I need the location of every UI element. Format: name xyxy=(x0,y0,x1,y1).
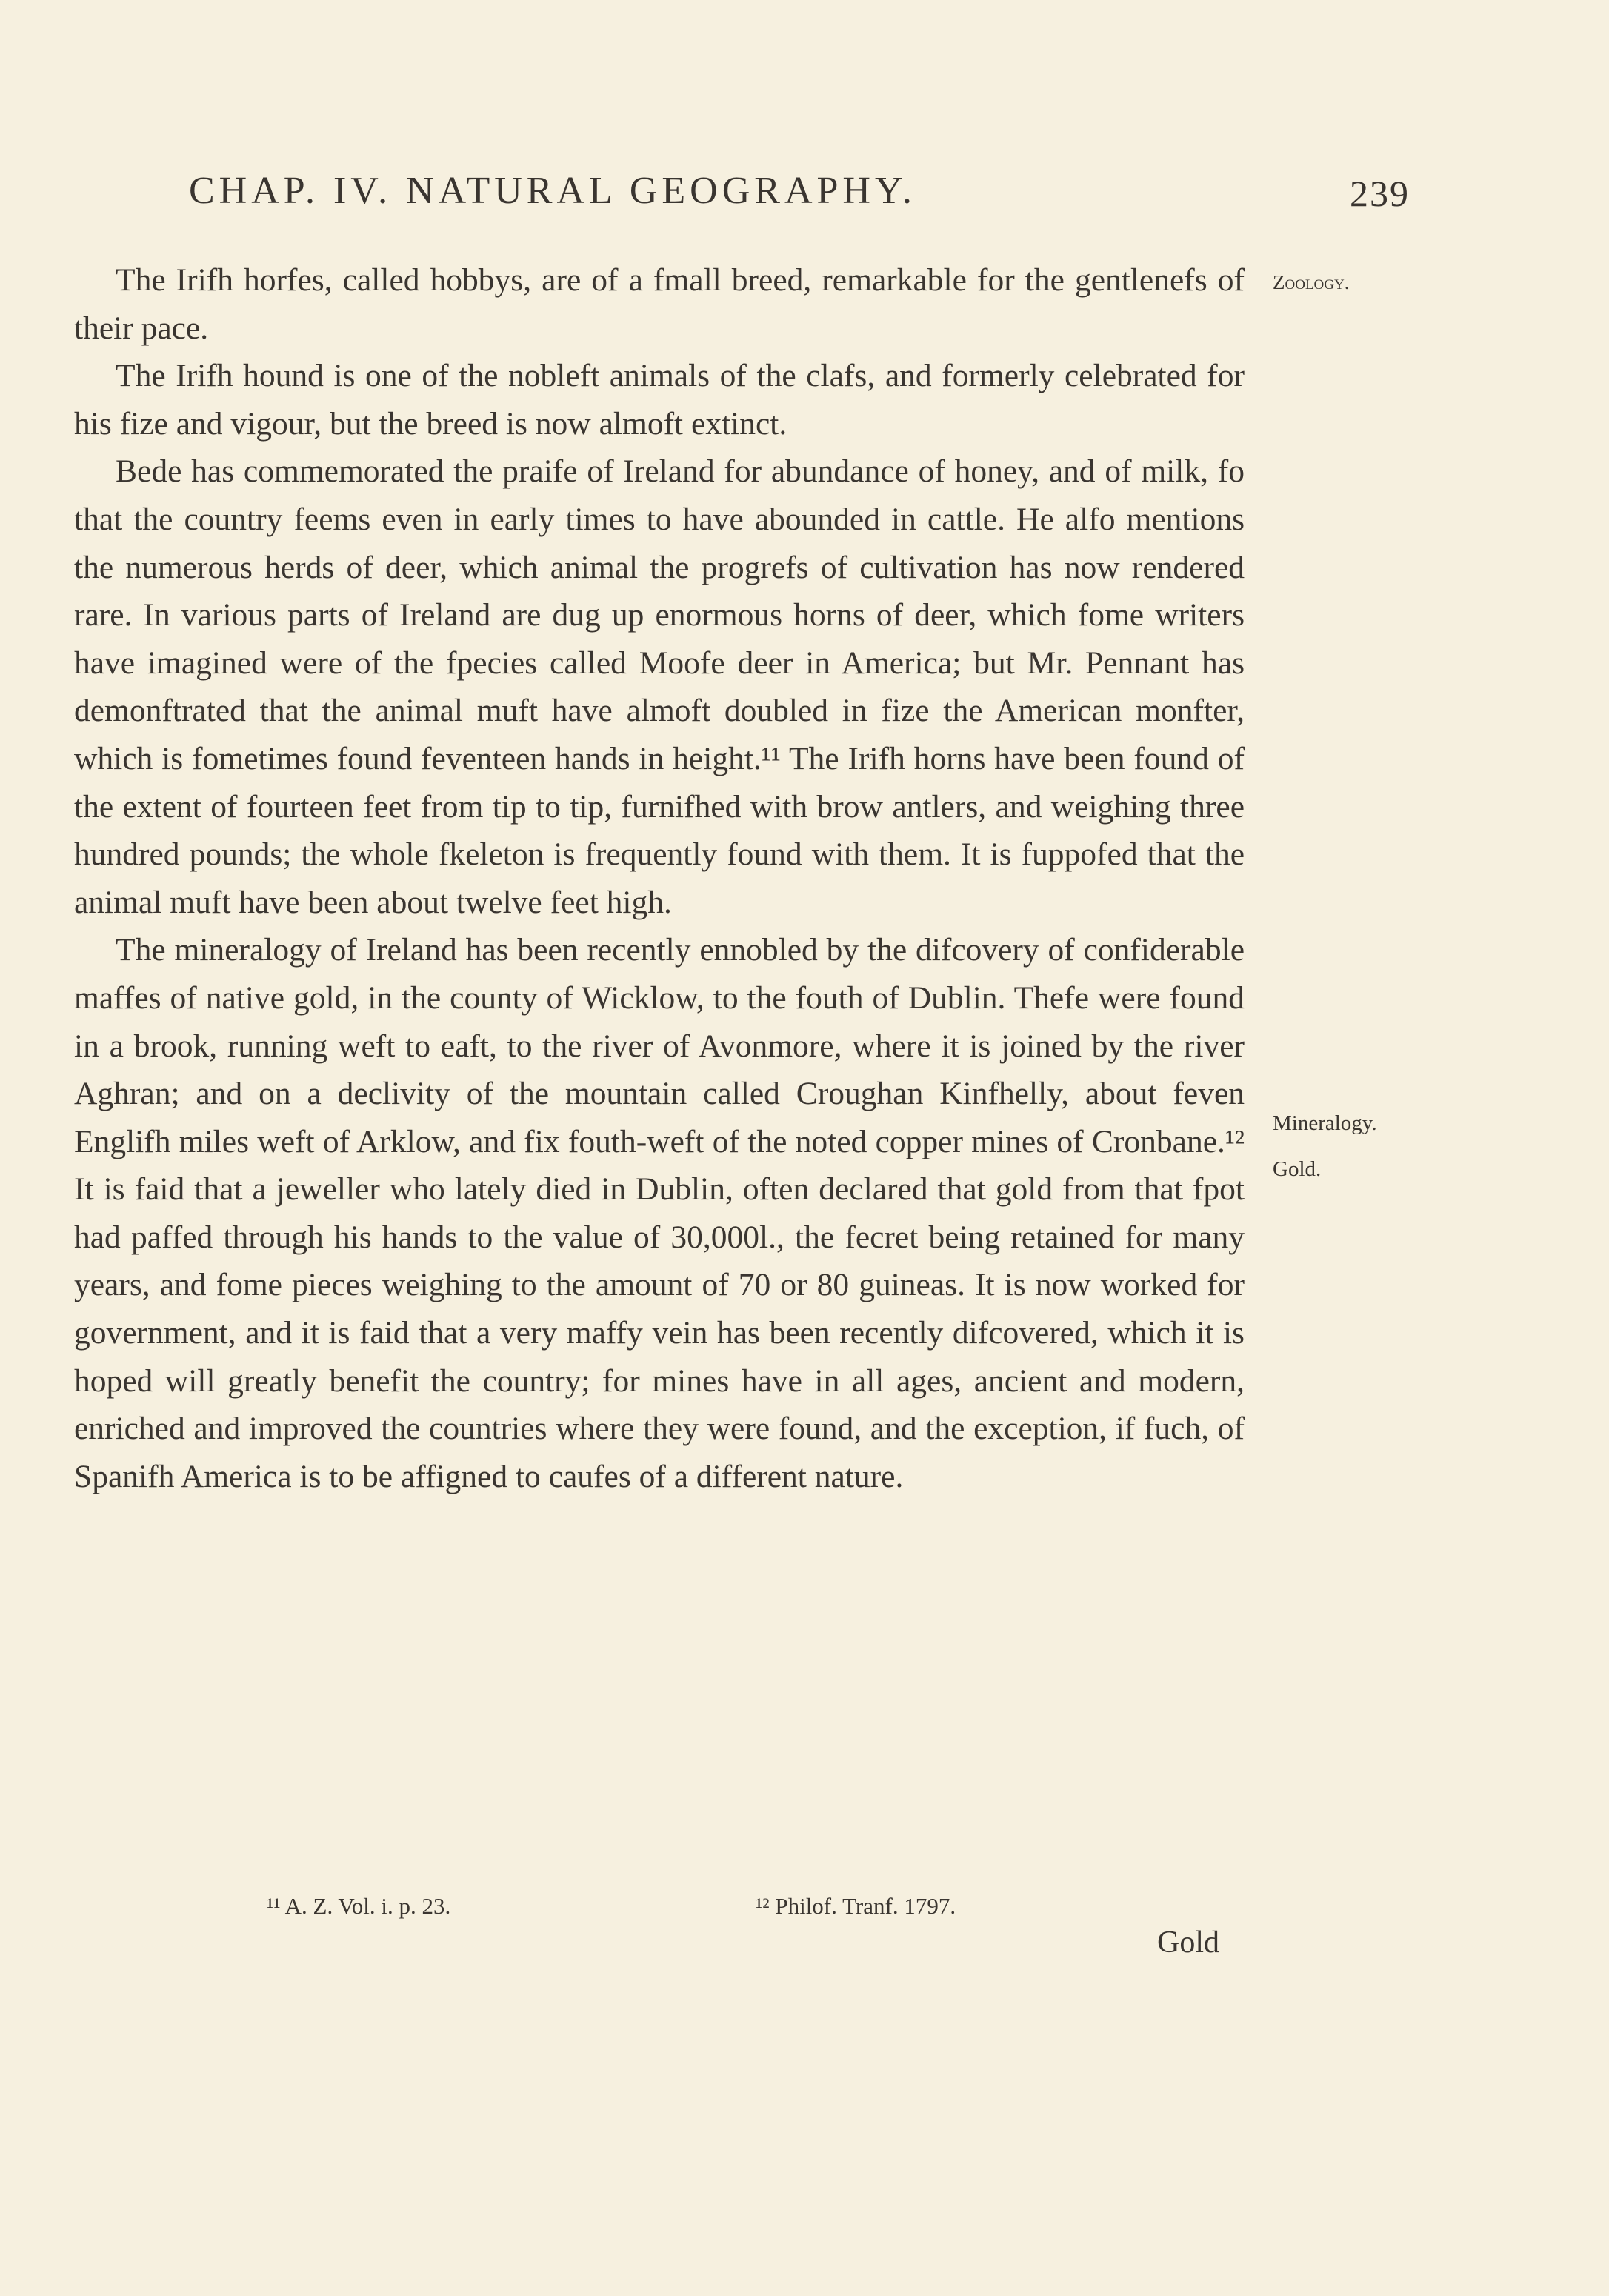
margin-note-zoology: Zoology. xyxy=(1273,271,1350,293)
margin-note-gold: Gold. xyxy=(1273,1157,1322,1181)
body-text xyxy=(74,256,1245,1500)
footnote-12: ¹² Philof. Tranf. 1797. xyxy=(756,1893,956,1919)
paragraph-deer: Bede has commemorated the praife of Ireland for abundance of honey, and of milk, fo that the country feems even in early times to have abounded in cattle. He alfo mentions the numerous herds of deer, which animal the progrefs of cultivation has now rendered rare. In various parts of Ireland are dug up enormous horns of deer, which fome writers have imagined were of the fpecies called Moofe deer in America; but Mr. Pennant has demonftrated that the animal muft have almoft doubled in fize the American monfter, which is fometimes found feventeen hands in height.¹¹ The Irifh horns have been found of the extent of fourteen feet from tip to tip, furnifhed with brow antlers, and weighing three hundred pounds; the whole fkeleton is frequently found with them. It is fuppofed that the animal muft have been about twelve feet high. xyxy=(74,453,1245,920)
running-title: CHAP. IV. NATURAL GEOGRAPHY. xyxy=(189,170,916,212)
paragraph-mineralogy: The mineralogy of Ireland has been recently ennobled by the difcovery of confiderable maffes of native gold, in the county of Wicklow, to the fouth of Dublin. Thefe were found in a brook, running weft to eaft, to the river of Avonmore, where it is joined by the river Aghran; and on a declivity of the mountain called Croughan Kinfhelly, about feven Englifh miles weft of Arklow, and fix fouth-weft of the noted copper mines of Cronbane.¹² It is faid that a jeweller who lately died in Dublin, often declared that gold from that fpot had paffed through his hands to the value of 30,000l., the fecret being retained for many years, and fome pieces weighing to the amount of 70 or 80 guineas. It is now worked for government, and it is faid that a very maffy vein has been recently difcovered, which it is hoped will greatly benefit the country; for mines have in all ages, ancient and modern, enriched and improved the countries where they were found, and the exception, if fuch, of Spanifh America is to be affigned to caufes of a different nature. xyxy=(74,932,1245,1494)
margin-note-mineralogy: Mineralogy. xyxy=(1273,1111,1377,1135)
catchword: Gold xyxy=(1157,1926,1219,1960)
page-number: 239 xyxy=(1350,173,1410,214)
paragraph-hound: The Irifh hound is one of the nobleft animals of the clafs, and formerly celebrated for his fize and vigour, but the breed is now almoft extinct. xyxy=(74,358,1245,442)
paragraph-horses: The Irifh horfes, called hobbys, are of a fmall breed, remarkable for the gentlenefs of their pace. xyxy=(74,262,1245,346)
footnote-11: ¹¹ A. Z. Vol. i. p. 23. xyxy=(267,1893,451,1919)
